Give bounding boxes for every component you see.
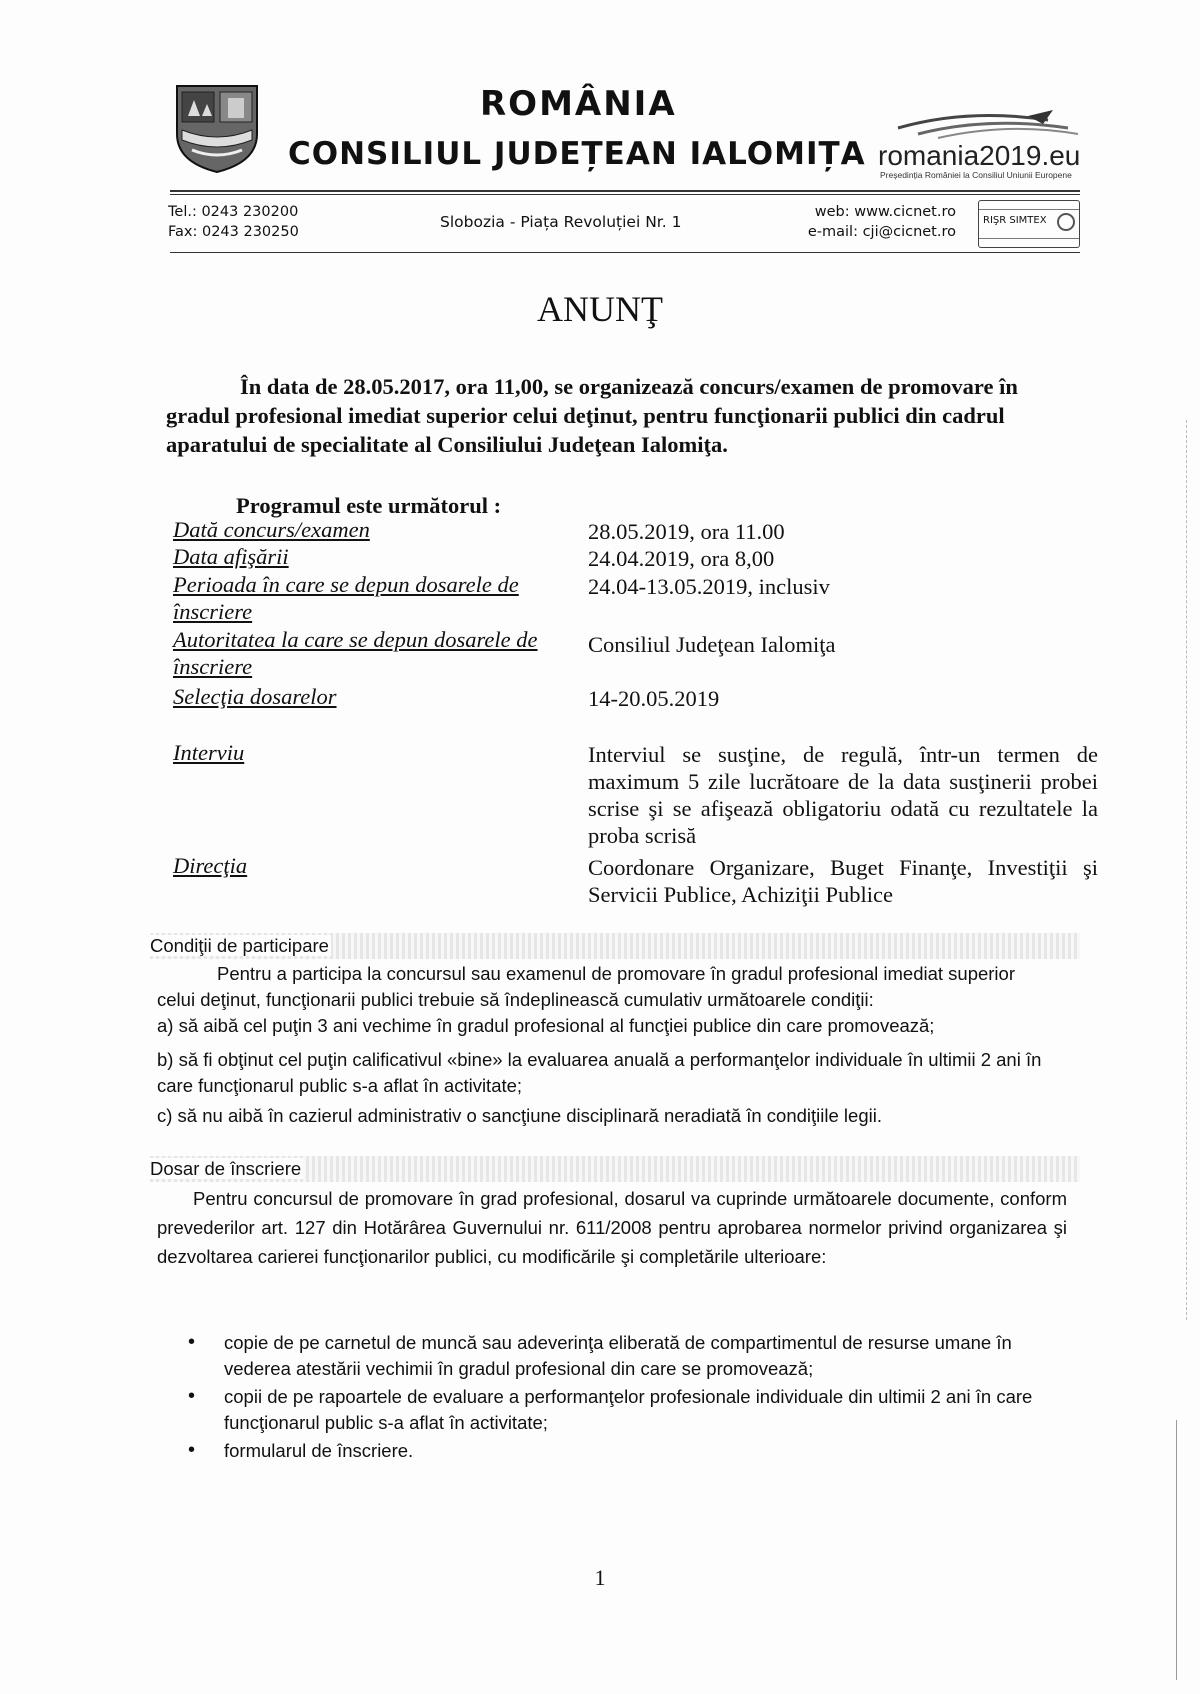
program-value: Consiliul Judeţean Ialomiţa [588, 632, 836, 657]
email: e-mail: cji@cicnet.ro [807, 224, 956, 240]
council-name: CONSILIUL JUDEȚEAN IALOMIȚA [288, 136, 866, 172]
program-label: Direcţia [173, 853, 248, 878]
program-label: Selecţia dosarelor [173, 684, 337, 709]
document-title: ANUNŢ [537, 289, 663, 329]
condition-item: c) să nu aibă în cazierul administrativ o sancţiune disciplinară neradiată în condiţiile legii. [157, 1105, 882, 1126]
program-value: 28.05.2019, ora 11.00 [588, 519, 785, 544]
country-name: ROMÂNIA [480, 84, 677, 124]
county-coat-of-arms-icon [172, 82, 262, 174]
conditions-heading-text: Condiţii de participare [150, 935, 329, 956]
conditions-intro: Pentru a participa la concursul sau examenul de promovare în gradul profesional imediat superior celui deţinut, funcţionarii publici trebuie să îndeplinească cumulativ următoarele condiţii: [157, 963, 1015, 1010]
program-label: Interviu [173, 740, 245, 765]
web-block [780, 202, 956, 242]
fax-number: Fax: 0243 230250 [168, 224, 299, 240]
certification-seal-icon [1057, 213, 1075, 231]
header-divider [170, 190, 1080, 192]
phone-number: Tel.: 0243 230200 [168, 204, 299, 220]
bullet-icon: • [188, 1439, 196, 1461]
website: web: www.cicnet.ro [814, 204, 956, 220]
program-label: Perioada în care se depun dosarele de înscriere [173, 572, 519, 624]
intro-paragraph: În data de 28.05.2017, ora 11,00, se organizează concurs/examen de promovare în gradul profesional imediat superior celui deţinut, pentru funcţionarii publici din cadrul aparatului de specialitate al Consiliului Judeţean Ialomiţa. [166, 374, 1018, 457]
dossier-item: formularul de înscriere. [224, 1440, 414, 1461]
dossier-item: copie de pe carnetul de muncă sau adeverinţa eliberată de compartimentul de resurse umane în vederea atestării vechimii în gradul profesional din care se promovează; [224, 1332, 1012, 1379]
condition-item: a) să aibă cel puţin 3 ani vechime în gradul profesional al funcţiei publice din care promovează; [157, 1015, 935, 1036]
header-divider-thin [170, 194, 1080, 195]
dossier-intro: Pentru concursul de promovare în grad profesional, dosarul va cuprinde următoarele documente, conform prevederilor art. 127 din Hotărârea Guvernului nr. 611/2008 pentru aprobarea normelor privind organizarea şi dezvoltarea carierei funcţionarilor publici, cu modificările şi completările ulterioare: [157, 1188, 1067, 1267]
scan-edge-mark [1186, 420, 1187, 1320]
logo-subtitle: Președinția României la Consiliul Uniunii Europene [880, 170, 1072, 180]
program-value: 24.04.2019, ora 8,00 [588, 546, 775, 571]
bullet-icon: • [188, 1385, 196, 1407]
program-value: Interviul se susţine, de regulă, într-un termen de maximum 5 zile lucrătoare de la data susţinerii probei scrise şi se afişează obligatoriu odată cu rezultatele la proba scrisă [588, 742, 1098, 848]
dossier-heading-text: Dosar de înscriere [150, 1158, 302, 1179]
certification-logo [978, 200, 1080, 248]
program-value: 24.04-13.05.2019, inclusiv [588, 574, 830, 599]
program-label: Data afişării [173, 544, 289, 569]
program-value: 14-20.05.2019 [588, 686, 720, 711]
dossier-heading [150, 1156, 1080, 1182]
program-heading: Programul este următorul : [236, 493, 502, 518]
condition-item: b) să fi obţinut cel puţin calificativul «bine» la evaluarea anuală a performanţelor individuale în ultimii 2 ani în care funcţionarul public s-a aflat în activitate; [157, 1049, 1042, 1096]
program-label: Dată concurs/examen [173, 517, 370, 542]
conditions-heading [150, 933, 1080, 959]
scan-edge-mark [1176, 1420, 1177, 1680]
program-value: Coordonare Organizare, Buget Finanţe, Investiţii şi Servicii Publice, Achiziţii Publice [588, 855, 1098, 907]
logo-text: romania2019.eu [878, 140, 1081, 171]
dossier-item: copii de pe rapoartele de evaluare a performanţelor profesionale individuale din ultimii 2 ani în care funcţionarul public s-a aflat în activitate; [224, 1386, 1033, 1433]
phone-block [168, 202, 299, 242]
bullet-icon: • [188, 1331, 196, 1353]
program-label: Autoritatea la care se depun dosarele de înscriere [173, 627, 538, 679]
certification-label: RIŞR SIMTEX [983, 215, 1047, 226]
page-number: 1 [594, 1565, 606, 1590]
contact-divider [170, 252, 1080, 253]
address: Slobozia - Piața Revoluției Nr. 1 [440, 213, 682, 231]
